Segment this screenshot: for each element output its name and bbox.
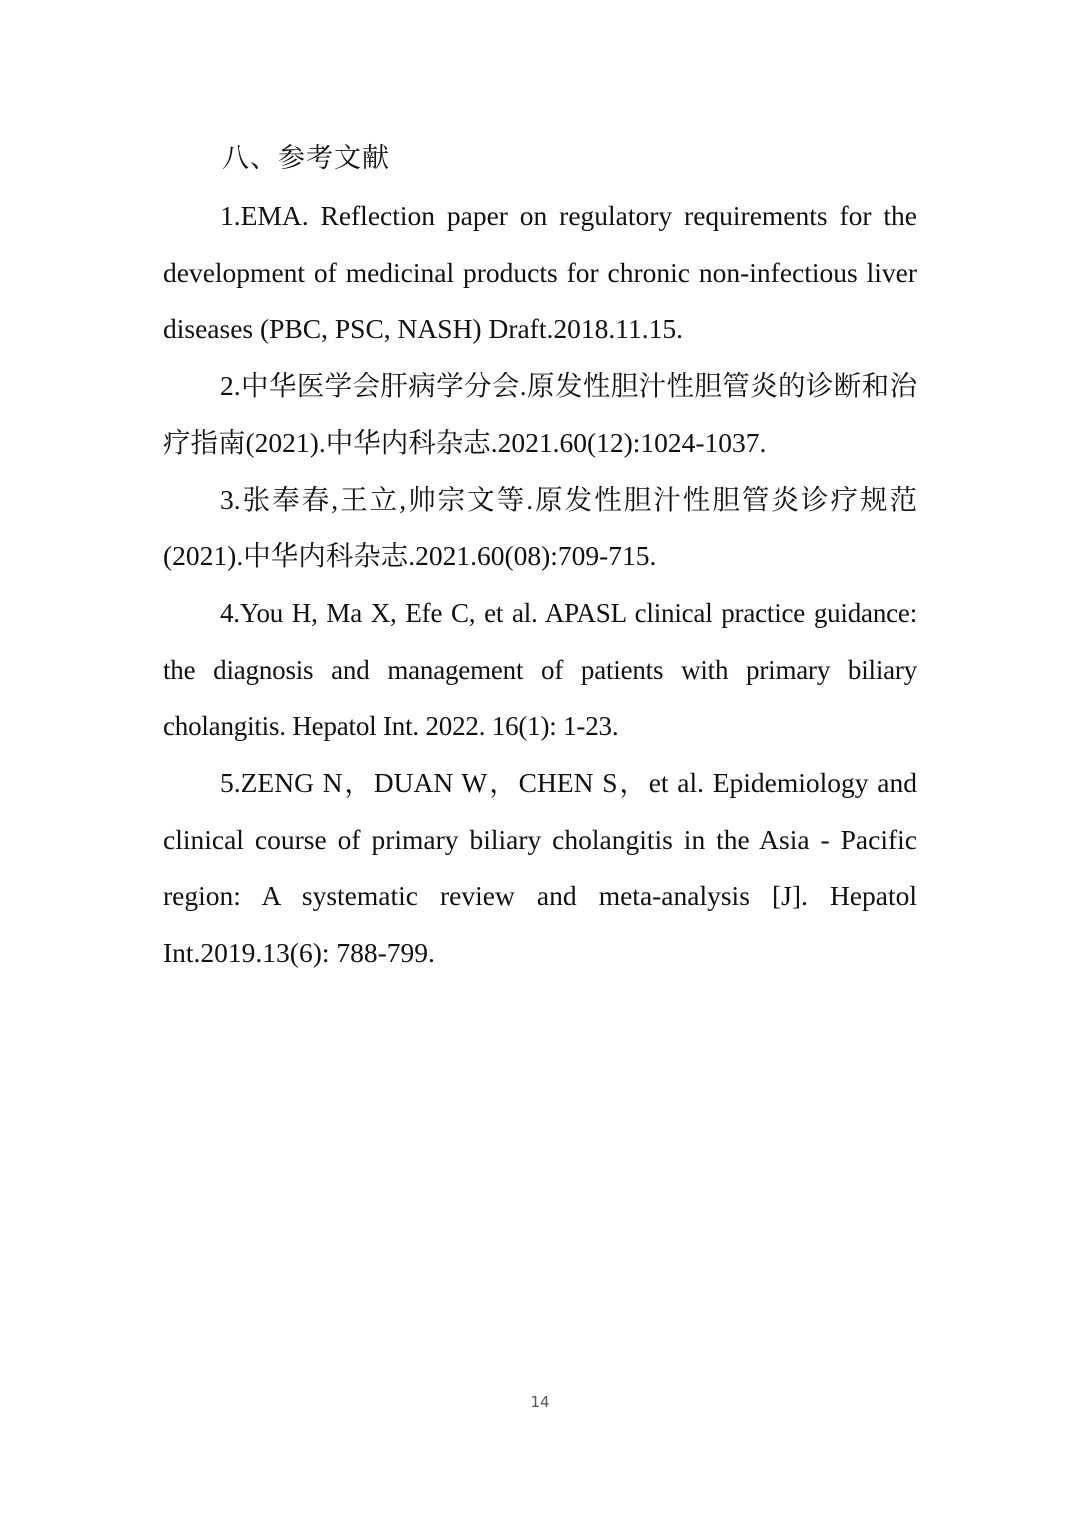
reference-item-5: 5.ZENG N，DUAN W，CHEN S，et al. Epidemiology and clinical course of primary biliary cholangitis in the Asia - Pacific region: A systematic review and meta-analysis [J]. Hepatol Int.2019.13(6): 788-799. [163,767,917,969]
reference-item-2: 2.中华医学会肝病学分会.原发性胆汁性胆管炎的诊断和治疗指南(2021).中华内科杂志.2021.60(12):1024-1037. [163,370,917,458]
section-heading: 八、参考文献 [222,143,390,174]
page-number: 14 [530,1393,550,1411]
reference-item-3: 3.张奉春,王立,帅宗文等.原发性胆汁性胆管炎诊疗规范(2021).中华内科杂志.2021.60(08):709-715. [163,483,917,572]
reference-list [163,188,917,982]
reference-item-1: 1.EMA. Reflection paper on regulatory requirements for the development of medicinal products for chronic non-infectious liver diseases (PBC, PSC, NASH) Draft.2018.11.15. [163,200,917,345]
reference-item-4: 4.You H, Ma X, Efe C, et al. APASL clinical practice guidance: the diagnosis and management of patients with primary biliary cholangitis. Hepatol Int. 2022. 16(1): 1-23. [163,597,917,742]
